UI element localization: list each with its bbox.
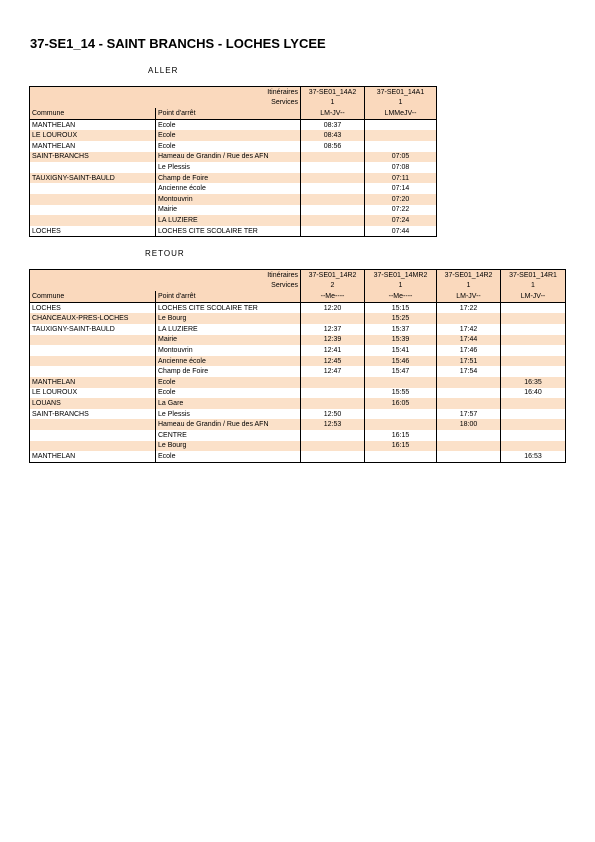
- table-row: [30, 451, 566, 462]
- commune-cell: LOCHES: [30, 302, 156, 313]
- trip-itinerary: 37-SE01_14A1: [365, 87, 437, 98]
- time-cell: [365, 419, 437, 430]
- time-cell: [437, 377, 501, 388]
- time-cell: 17:57: [437, 409, 501, 420]
- time-cell: [501, 441, 566, 452]
- stop-cell: Le Bourg: [156, 441, 301, 452]
- time-cell: [301, 451, 365, 462]
- time-cell: [301, 173, 365, 184]
- column-header-row: [30, 108, 437, 119]
- trip-days: --Me----: [365, 291, 437, 302]
- table-row: [30, 345, 566, 356]
- time-cell: [365, 141, 437, 152]
- trip-days: LM-JV--: [301, 108, 365, 119]
- trip-itinerary: 37-SE01_14R2: [301, 270, 365, 281]
- trip-days: --Me----: [301, 291, 365, 302]
- stop-cell: Champ de Foire: [156, 366, 301, 377]
- time-cell: [301, 205, 365, 216]
- time-cell: 17:42: [437, 324, 501, 335]
- commune-cell: [30, 430, 156, 441]
- commune-cell: LOUANS: [30, 398, 156, 409]
- commune-cell: [30, 162, 156, 173]
- commune-cell: [30, 205, 156, 216]
- aller-timetable: [29, 86, 437, 237]
- commune-cell: MANTHELAN: [30, 141, 156, 152]
- time-cell: 08:43: [301, 130, 365, 141]
- stop-cell: Ancienne école: [156, 183, 301, 194]
- time-cell: [301, 398, 365, 409]
- time-cell: 17:51: [437, 356, 501, 367]
- table-row: [30, 398, 566, 409]
- header-spacer: [30, 281, 156, 292]
- time-cell: [301, 441, 365, 452]
- table-row: [30, 183, 437, 194]
- trip-days: LMMeJV--: [365, 108, 437, 119]
- trip-itinerary: 37-SE01_14R1: [501, 270, 566, 281]
- trip-service: 1: [501, 281, 566, 292]
- commune-cell: [30, 419, 156, 430]
- header-spacer: [30, 98, 156, 109]
- time-cell: 12:53: [301, 419, 365, 430]
- trip-service: 1: [365, 98, 437, 109]
- trip-days: LM-JV--: [501, 291, 566, 302]
- time-cell: [501, 313, 566, 324]
- time-cell: [501, 335, 566, 346]
- stop-cell: LA LUZIERE: [156, 324, 301, 335]
- table-row: [30, 313, 566, 324]
- commune-cell: CHANCEAUX-PRES-LOCHES: [30, 313, 156, 324]
- time-cell: [437, 388, 501, 399]
- commune-cell: [30, 194, 156, 205]
- table-row: [30, 194, 437, 205]
- time-cell: 07:20: [365, 194, 437, 205]
- time-cell: [437, 441, 501, 452]
- time-cell: [365, 130, 437, 141]
- stop-cell: Ecole: [156, 388, 301, 399]
- table-row: [30, 162, 437, 173]
- time-cell: [301, 388, 365, 399]
- stop-cell: Le Plessis: [156, 162, 301, 173]
- time-cell: 16:53: [501, 451, 566, 462]
- header-itineraires-row: [30, 270, 566, 281]
- time-cell: [437, 451, 501, 462]
- table-row: [30, 335, 566, 346]
- trip-service: 1: [437, 281, 501, 292]
- table-row: [30, 377, 566, 388]
- time-cell: 12:20: [301, 302, 365, 313]
- retour-timetable: [29, 269, 566, 463]
- table-row: [30, 441, 566, 452]
- stop-cell: Le Bourg: [156, 313, 301, 324]
- commune-cell: TAUXIGNY-SAINT-BAULD: [30, 173, 156, 184]
- page-title: 37-SE1_14 - SAINT BRANCHS - LOCHES LYCEE: [30, 36, 326, 51]
- time-cell: [365, 451, 437, 462]
- stop-cell: Ecole: [156, 130, 301, 141]
- time-cell: 16:40: [501, 388, 566, 399]
- time-cell: [365, 377, 437, 388]
- time-cell: 17:22: [437, 302, 501, 313]
- trip-service: 2: [301, 281, 365, 292]
- time-cell: 15:25: [365, 313, 437, 324]
- time-cell: 16:35: [501, 377, 566, 388]
- time-cell: 18:00: [437, 419, 501, 430]
- time-cell: 08:37: [301, 119, 365, 130]
- stop-cell: Ecole: [156, 451, 301, 462]
- stop-cell: Ecole: [156, 377, 301, 388]
- table-row: [30, 366, 566, 377]
- table-row: [30, 141, 437, 152]
- itineraires-label: Itinéraires: [156, 87, 301, 98]
- trip-itinerary: 37-SE01_14R2: [437, 270, 501, 281]
- stop-cell: La Gare: [156, 398, 301, 409]
- time-cell: [501, 430, 566, 441]
- trip-service: 1: [365, 281, 437, 292]
- trip-itinerary: 37-SE01_14A2: [301, 87, 365, 98]
- time-cell: 15:41: [365, 345, 437, 356]
- stop-cell: Ancienne école: [156, 356, 301, 367]
- commune-cell: LE LOUROUX: [30, 130, 156, 141]
- commune-cell: MANTHELAN: [30, 119, 156, 130]
- table-row: [30, 215, 437, 226]
- table-row: [30, 388, 566, 399]
- table-row: [30, 173, 437, 184]
- stop-cell: Mairie: [156, 205, 301, 216]
- commune-cell: MANTHELAN: [30, 377, 156, 388]
- time-cell: [501, 409, 566, 420]
- time-cell: 15:47: [365, 366, 437, 377]
- header-spacer: [30, 87, 156, 98]
- stop-cell: LOCHES CITE SCOLAIRE TER: [156, 302, 301, 313]
- time-cell: 07:08: [365, 162, 437, 173]
- time-cell: 12:37: [301, 324, 365, 335]
- time-cell: 17:44: [437, 335, 501, 346]
- time-cell: 08:56: [301, 141, 365, 152]
- time-cell: [501, 356, 566, 367]
- table-row: [30, 356, 566, 367]
- time-cell: [301, 313, 365, 324]
- table-row: [30, 430, 566, 441]
- time-cell: [301, 183, 365, 194]
- time-cell: 15:55: [365, 388, 437, 399]
- commune-cell: MANTHELAN: [30, 451, 156, 462]
- table-row: [30, 152, 437, 163]
- stop-cell: Ecole: [156, 141, 301, 152]
- time-cell: 16:15: [365, 441, 437, 452]
- stop-cell: Mairie: [156, 335, 301, 346]
- time-cell: 07:14: [365, 183, 437, 194]
- time-cell: [501, 419, 566, 430]
- time-cell: [437, 313, 501, 324]
- commune-cell: [30, 366, 156, 377]
- col-commune-header: Commune: [30, 291, 156, 302]
- services-label: Services: [156, 98, 301, 109]
- time-cell: 07:44: [365, 226, 437, 237]
- table-row: [30, 130, 437, 141]
- time-cell: 15:39: [365, 335, 437, 346]
- time-cell: 15:15: [365, 302, 437, 313]
- commune-cell: TAUXIGNY-SAINT-BAULD: [30, 324, 156, 335]
- table-row: [30, 302, 566, 313]
- time-cell: 17:54: [437, 366, 501, 377]
- table-row: [30, 205, 437, 216]
- time-cell: 16:05: [365, 398, 437, 409]
- time-cell: [501, 398, 566, 409]
- col-commune-header: Commune: [30, 108, 156, 119]
- time-cell: [437, 430, 501, 441]
- col-arret-header: Point d'arrêt: [156, 108, 301, 119]
- time-cell: [301, 430, 365, 441]
- stop-cell: Montouvrin: [156, 345, 301, 356]
- table-row: [30, 419, 566, 430]
- time-cell: 12:39: [301, 335, 365, 346]
- stop-cell: Hameau de Grandin / Rue des AFN: [156, 152, 301, 163]
- commune-cell: [30, 345, 156, 356]
- services-label: Services: [156, 281, 301, 292]
- stop-cell: Champ de Foire: [156, 173, 301, 184]
- header-itineraires-row: [30, 87, 437, 98]
- time-cell: [301, 215, 365, 226]
- time-cell: 15:46: [365, 356, 437, 367]
- table-row: [30, 119, 437, 130]
- time-cell: [301, 194, 365, 205]
- trip-service: 1: [301, 98, 365, 109]
- commune-cell: [30, 356, 156, 367]
- commune-cell: SAINT-BRANCHS: [30, 409, 156, 420]
- table-row: [30, 324, 566, 335]
- time-cell: 07:11: [365, 173, 437, 184]
- itineraires-label: Itinéraires: [156, 270, 301, 281]
- time-cell: [301, 226, 365, 237]
- time-cell: [301, 377, 365, 388]
- time-cell: 17:46: [437, 345, 501, 356]
- stop-cell: CENTRE: [156, 430, 301, 441]
- commune-cell: [30, 335, 156, 346]
- aller-heading: ALLER: [148, 66, 179, 75]
- stop-cell: Ecole: [156, 119, 301, 130]
- trip-itinerary: 37-SE01_14MR2: [365, 270, 437, 281]
- header-services-row: [30, 281, 566, 292]
- commune-cell: [30, 215, 156, 226]
- stop-cell: LOCHES CITE SCOLAIRE TER: [156, 226, 301, 237]
- time-cell: [501, 302, 566, 313]
- time-cell: 07:24: [365, 215, 437, 226]
- commune-cell: LOCHES: [30, 226, 156, 237]
- column-header-row: [30, 291, 566, 302]
- commune-cell: [30, 441, 156, 452]
- time-cell: [501, 324, 566, 335]
- time-cell: [437, 398, 501, 409]
- time-cell: 12:47: [301, 366, 365, 377]
- time-cell: 12:41: [301, 345, 365, 356]
- time-cell: [501, 366, 566, 377]
- time-cell: 07:05: [365, 152, 437, 163]
- stop-cell: Hameau de Grandin / Rue des AFN: [156, 419, 301, 430]
- table-row: [30, 226, 437, 237]
- time-cell: [301, 152, 365, 163]
- time-cell: [501, 345, 566, 356]
- stop-cell: Montouvrin: [156, 194, 301, 205]
- time-cell: 15:37: [365, 324, 437, 335]
- header-services-row: [30, 98, 437, 109]
- time-cell: 12:45: [301, 356, 365, 367]
- header-spacer: [30, 270, 156, 281]
- time-cell: 16:15: [365, 430, 437, 441]
- time-cell: [301, 162, 365, 173]
- commune-cell: [30, 183, 156, 194]
- stop-cell: Le Plessis: [156, 409, 301, 420]
- time-cell: [365, 119, 437, 130]
- stop-cell: LA LUZIERE: [156, 215, 301, 226]
- time-cell: [365, 409, 437, 420]
- col-arret-header: Point d'arrêt: [156, 291, 301, 302]
- trip-days: LM-JV--: [437, 291, 501, 302]
- commune-cell: LE LOUROUX: [30, 388, 156, 399]
- time-cell: 12:50: [301, 409, 365, 420]
- table-row: [30, 409, 566, 420]
- retour-heading: RETOUR: [145, 249, 185, 258]
- commune-cell: SAINT-BRANCHS: [30, 152, 156, 163]
- time-cell: 07:22: [365, 205, 437, 216]
